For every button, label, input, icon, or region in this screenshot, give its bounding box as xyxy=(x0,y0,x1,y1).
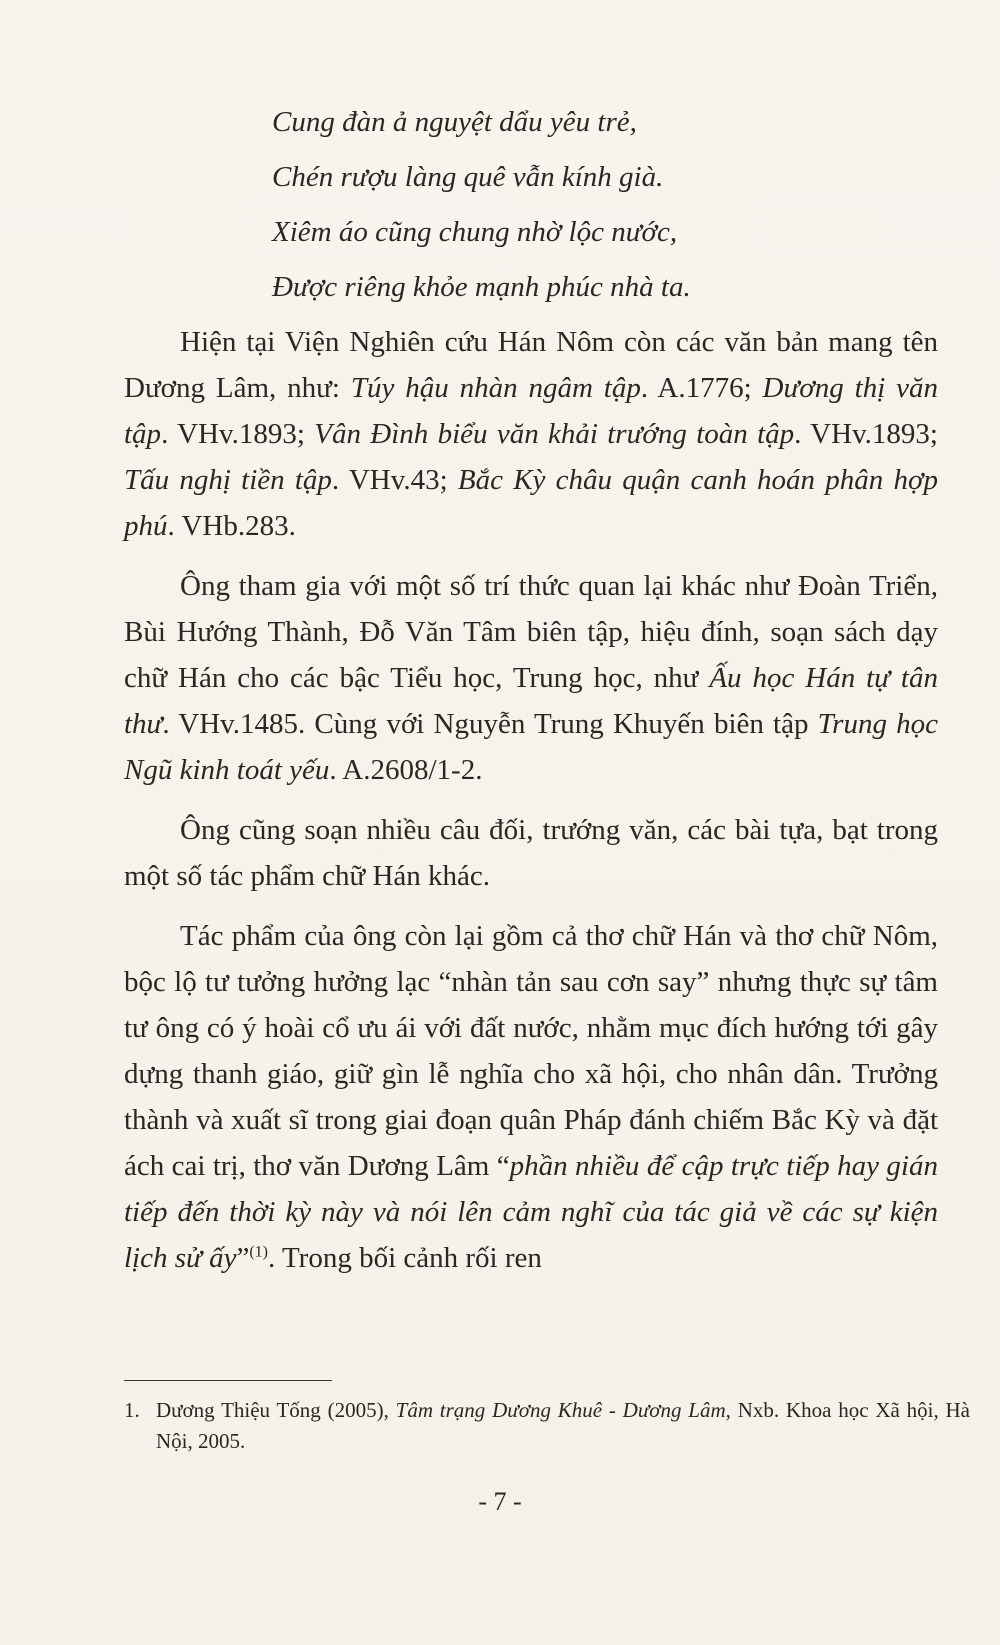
page-body xyxy=(124,95,938,1281)
footnote: 1. Dương Thiệu Tống (2005), Tâm trạng Dương Khuê - Dương Lâm, Nxb. Khoa học Xã hội, Hà Nội, 2005. xyxy=(124,1395,970,1457)
poem-line-2: Chén rượu làng quê vẫn kính già. xyxy=(272,161,664,193)
footnote-reference: (1) xyxy=(249,1243,268,1261)
paragraph-editing: Ông tham gia với một số trí thức quan lại khác như Đoàn Triển, Bùi Hướng Thành, Đỗ Văn Tâm biên tập, hiệu đính, soạn sách dạy chữ Hán cho các bậc Tiểu học, Trung học, như Ấu học Hán tự tân thư. VHv.1485. Cùng với Nguyễn Trung Khuyến biên tập Trung học Ngũ kinh toát yếu. A.2608/1-2. xyxy=(124,570,939,786)
paragraph-couplets: Ông cũng soạn nhiều câu đối, trướng văn, các bài tựa, bạt trong một số tác phẩm chữ Hán khác. xyxy=(124,814,938,892)
paragraph-works: Tác phẩm của ông còn lại gồm cả thơ chữ Hán và thơ chữ Nôm, bộc lộ tư tưởng hưởng lạc “nhàn tản sau cơn say” nhưng thực sự tâm tư ông có ý hoài cổ ưu ái với đất nước, nhằm mục đích hướng tới gây dựng thanh giáo, giữ gìn lễ nghĩa cho xã hội, cho nhân dân. Trưởng thành và xuất sĩ trong giai đoạn quân Pháp đánh chiếm Bắc Kỳ và đặt ách cai trị, thơ văn Dương Lâm “phần nhiều để cập trực tiếp hay gián tiếp đến thời kỳ này và nói lên cảm nghĩ của tác giả về các sự kiện lịch sử ấy”$^{(1)}$. Trong bối cảnh rối ren xyxy=(124,920,938,1274)
book-title: Tấu nghị tiền tập xyxy=(124,464,332,496)
poem-line-4: Được riêng khỏe mạnh phúc nhà ta. xyxy=(272,271,691,303)
footnote-divider xyxy=(124,1380,332,1381)
book-title: Bắc Kỳ châu quận canh hoán phân hợp phú xyxy=(124,464,938,542)
book-title: Vân Đình biểu văn khải trướng toàn tập xyxy=(314,418,795,450)
book-title: Dương thị văn tập xyxy=(124,372,938,450)
poem-line-3: Xiêm áo cũng chung nhờ lộc nước, xyxy=(272,216,678,248)
quotation: phần nhiều để cập trực tiếp hay gián tiếp đến thời kỳ này và nói lên cảm nghĩ của tác giả về các sự kiện lịch sử ấy xyxy=(124,1150,938,1274)
book-title: Ấu học Hán tự tân thư xyxy=(124,662,938,740)
book-title: Túy hậu nhàn ngâm tập xyxy=(350,372,641,404)
page-number: - 7 - xyxy=(478,1487,522,1516)
book-title: Tâm trạng Dương Khuê - Dương Lâm xyxy=(395,1398,726,1422)
paragraph-holdings: Hiện tại Viện Nghiên cứu Hán Nôm còn các văn bản mang tên Dương Lâm, như: Túy hậu nhàn ngâm tập. A.1776; Dương thị văn tập. VHv.1893; Vân Đình biểu văn khải trướng toàn tập. VHv.1893; Tấu nghị tiền tập. VHv.43; Bắc Kỳ châu quận canh hoán phân hợp phú. VHb.283. xyxy=(124,326,938,542)
book-title: Trung học Ngũ kinh toát yếu xyxy=(124,708,939,786)
poem-line-1: Cung đàn ả nguyệt dẩu yêu trẻ, xyxy=(272,106,637,138)
footnote-number: 1. xyxy=(124,1398,140,1422)
